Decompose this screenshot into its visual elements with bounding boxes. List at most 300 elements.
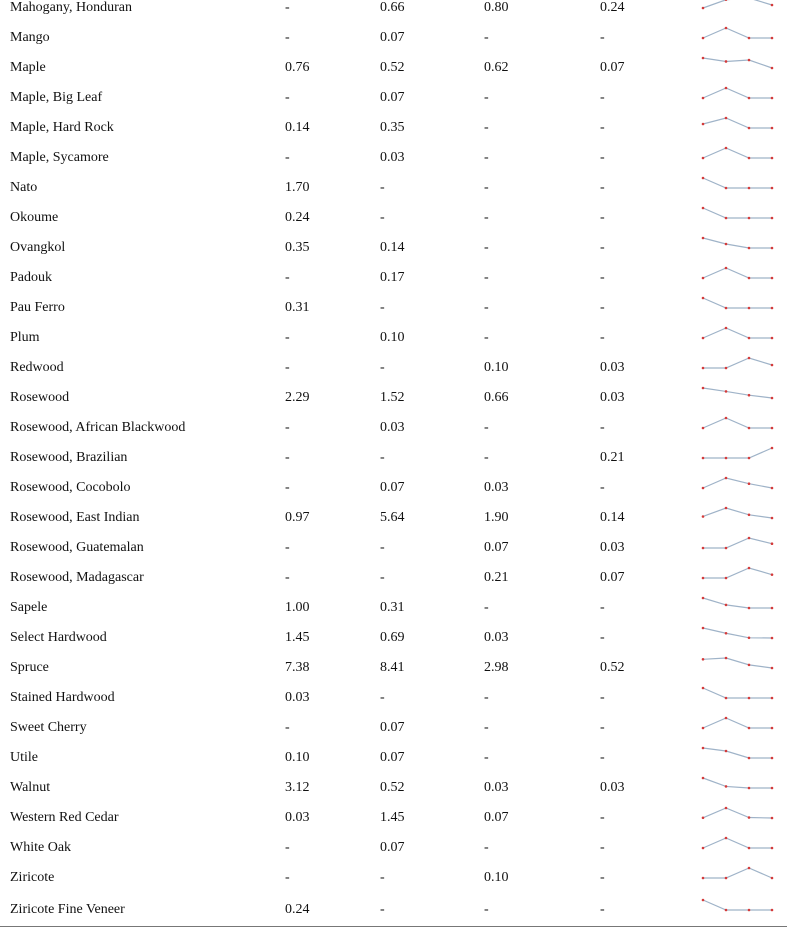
sparkline-point [748, 97, 751, 100]
sparkline-point [702, 847, 705, 850]
sparkline-point [748, 187, 751, 190]
wood-name: Rosewood, Cocobolo [10, 480, 131, 495]
value-cell-3: - [484, 270, 489, 285]
table-row [0, 30, 787, 60]
value-cell-4: 0.03 [600, 780, 625, 795]
wood-name: Rosewood [10, 390, 70, 405]
value-cell-1: - [285, 30, 290, 45]
table-row [0, 840, 787, 870]
value-cell-2: - [380, 210, 385, 225]
sparkline-point [771, 397, 774, 400]
sparkline-point [702, 457, 705, 460]
sparkline-path [703, 778, 772, 788]
sparkline-point [702, 427, 705, 430]
table-row [0, 902, 787, 932]
sparkline-point [748, 697, 751, 700]
sparkline-point [771, 727, 774, 730]
sparkline-point [702, 7, 705, 10]
sparkline-path [703, 448, 772, 458]
value-cell-4: 0.14 [600, 510, 625, 525]
sparkline-point [702, 597, 705, 600]
value-cell-4: - [600, 90, 605, 105]
value-cell-3: - [484, 150, 489, 165]
trend-sparkline [700, 806, 776, 822]
value-cell-3: 0.03 [484, 480, 509, 495]
wood-name: Rosewood, Brazilian [10, 450, 128, 465]
value-cell-1: 0.24 [285, 902, 310, 917]
sparkline-point [748, 847, 751, 850]
wood-name: Stained Hardwood [10, 690, 115, 705]
trend-sparkline [700, 596, 776, 612]
sparkline-point [725, 267, 728, 270]
trend-sparkline [700, 26, 776, 42]
sparkline-point [725, 87, 728, 90]
trend-sparkline [700, 146, 776, 162]
value-cell-1: 7.38 [285, 660, 310, 675]
value-cell-2: - [380, 570, 385, 585]
trend-sparkline [700, 296, 776, 312]
trend-sparkline [700, 716, 776, 732]
table-row [0, 630, 787, 660]
wood-name: Redwood [10, 360, 64, 375]
sparkline-point [748, 277, 751, 280]
value-cell-3: 0.10 [484, 870, 509, 885]
sparkline-path [703, 28, 772, 38]
sparkline-point [748, 757, 751, 760]
sparkline-point [748, 816, 751, 819]
sparkline-point [748, 482, 751, 485]
sparkline-point [725, 327, 728, 330]
value-cell-1: - [285, 90, 290, 105]
value-cell-1: - [285, 840, 290, 855]
sparkline-point [748, 867, 751, 870]
sparkline-point [748, 787, 751, 790]
value-cell-2: - [380, 540, 385, 555]
sparkline-point [725, 390, 728, 393]
sparkline-point [748, 727, 751, 730]
value-cell-3: 2.98 [484, 660, 509, 675]
sparkline-point [702, 207, 705, 210]
value-cell-3: 0.03 [484, 630, 509, 645]
trend-sparkline [700, 836, 776, 852]
value-cell-1: - [285, 420, 290, 435]
value-cell-3: 0.62 [484, 60, 509, 75]
trend-sparkline [700, 656, 776, 672]
wood-name: Sweet Cherry [10, 720, 87, 735]
trend-sparkline [700, 56, 776, 72]
sparkline-point [748, 537, 751, 540]
value-cell-4: - [600, 330, 605, 345]
sparkline-point [702, 627, 705, 630]
sparkline-point [771, 157, 774, 160]
value-cell-2: 1.52 [380, 390, 405, 405]
trend-sparkline [700, 506, 776, 522]
sparkline-point [725, 0, 728, 1]
sparkline-point [725, 187, 728, 190]
sparkline-point [702, 123, 705, 126]
value-cell-1: 2.29 [285, 390, 310, 405]
value-cell-1: 1.45 [285, 630, 310, 645]
value-cell-4: - [600, 210, 605, 225]
trend-sparkline [700, 746, 776, 762]
sparkline-path [703, 358, 772, 368]
sparkline-path [703, 88, 772, 98]
value-cell-3: - [484, 600, 489, 615]
sparkline-point [702, 337, 705, 340]
wood-name: Okoume [10, 210, 59, 225]
value-cell-1: - [285, 540, 290, 555]
value-cell-4: 0.03 [600, 360, 625, 375]
table-row [0, 210, 787, 240]
sparkline-point [771, 277, 774, 280]
value-cell-2: 0.07 [380, 30, 405, 45]
sparkline-point [771, 67, 774, 70]
trend-sparkline [700, 356, 776, 372]
wood-name: Maple [10, 60, 46, 75]
value-cell-4: - [600, 240, 605, 255]
table-row [0, 90, 787, 120]
value-cell-1: 0.03 [285, 690, 310, 705]
sparkline-point [771, 877, 774, 880]
value-cell-3: - [484, 180, 489, 195]
value-cell-3: 0.07 [484, 540, 509, 555]
value-cell-3: - [484, 420, 489, 435]
value-cell-2: - [380, 902, 385, 917]
sparkline-point [748, 514, 751, 517]
value-cell-1: - [285, 720, 290, 735]
sparkline-point [725, 477, 728, 480]
wood-name: Rosewood, Madagascar [10, 570, 144, 585]
sparkline-point [771, 637, 774, 640]
table-row [0, 60, 787, 90]
sparkline-point [748, 247, 751, 250]
value-cell-4: 0.03 [600, 540, 625, 555]
trend-sparkline [700, 476, 776, 492]
table-row [0, 870, 787, 900]
sparkline-point [702, 177, 705, 180]
sparkline-point [771, 97, 774, 100]
value-cell-1: - [285, 150, 290, 165]
sparkline-point [725, 27, 728, 30]
value-cell-3: - [484, 240, 489, 255]
value-cell-4: - [600, 600, 605, 615]
value-cell-4: - [600, 750, 605, 765]
sparkline-point [748, 664, 751, 667]
value-cell-1: 0.14 [285, 120, 310, 135]
sparkline-point [702, 97, 705, 100]
sparkline-point [771, 217, 774, 220]
wood-name: White Oak [10, 840, 72, 855]
sparkline-point [725, 243, 728, 246]
sparkline-point [771, 573, 774, 576]
trend-sparkline [700, 416, 776, 432]
table-row [0, 750, 787, 780]
wood-name: Rosewood, African Blackwood [10, 420, 186, 435]
sparkline-path [703, 0, 772, 8]
value-cell-3: - [484, 902, 489, 917]
trend-sparkline [700, 236, 776, 252]
table-row [0, 600, 787, 630]
wood-name: Mahogany, Honduran [10, 0, 132, 15]
value-cell-3: - [484, 300, 489, 315]
value-cell-3: 1.90 [484, 510, 509, 525]
wood-name: Padouk [10, 270, 52, 285]
trend-sparkline [700, 776, 776, 792]
trend-sparkline [700, 86, 776, 102]
sparkline-path [703, 478, 772, 488]
wood-name: Select Hardwood [10, 630, 107, 645]
value-cell-3: - [484, 120, 489, 135]
sparkline-point [771, 787, 774, 790]
value-cell-4: - [600, 300, 605, 315]
value-cell-1: 1.70 [285, 180, 310, 195]
sparkline-point [771, 447, 774, 450]
sparkline-point [771, 307, 774, 310]
sparkline-point [702, 277, 705, 280]
trend-sparkline [700, 116, 776, 132]
wood-name: Plum [10, 330, 40, 345]
wood-name: Nato [10, 180, 38, 195]
sparkline-point [702, 547, 705, 550]
value-cell-2: 0.03 [380, 150, 405, 165]
table-row [0, 510, 787, 540]
sparkline-point [702, 777, 705, 780]
sparkline-point [725, 632, 728, 635]
value-cell-2: 1.45 [380, 810, 405, 825]
sparkline-point [725, 307, 728, 310]
value-cell-3: - [484, 750, 489, 765]
value-cell-3: 0.10 [484, 360, 509, 375]
value-cell-4: - [600, 30, 605, 45]
sparkline-point [725, 367, 728, 370]
table-row [0, 0, 787, 30]
value-cell-4: - [600, 420, 605, 435]
table-row [0, 720, 787, 750]
value-cell-1: - [285, 870, 290, 885]
sparkline-path [703, 238, 772, 248]
sparkline-point [771, 847, 774, 850]
table-row [0, 780, 787, 810]
table-row [0, 180, 787, 210]
value-cell-2: 0.17 [380, 270, 405, 285]
table-row [0, 390, 787, 420]
sparkline-point [725, 147, 728, 150]
sparkline-path [703, 298, 772, 308]
sparkline-point [702, 57, 705, 60]
sparkline-point [725, 877, 728, 880]
sparkline-point [771, 909, 774, 912]
value-cell-1: 0.10 [285, 750, 310, 765]
sparkline-path [703, 208, 772, 218]
sparkline-point [702, 157, 705, 160]
table-row [0, 120, 787, 150]
trend-sparkline [700, 536, 776, 552]
sparkline-point [748, 457, 751, 460]
sparkline-path [703, 838, 772, 848]
sparkline-path [703, 718, 772, 728]
sparkline-path [703, 628, 772, 638]
sparkline-point [702, 367, 705, 370]
table-row [0, 480, 787, 510]
wood-name: Pau Ferro [10, 300, 65, 315]
sparkline-path [703, 388, 772, 398]
value-cell-1: 0.97 [285, 510, 310, 525]
value-cell-1: - [285, 360, 290, 375]
sparkline-point [748, 607, 751, 610]
sparkline-point [725, 457, 728, 460]
value-cell-3: 0.66 [484, 390, 509, 405]
sparkline-point [725, 507, 728, 510]
sparkline-point [702, 727, 705, 730]
sparkline-point [771, 517, 774, 520]
sparkline-point [748, 37, 751, 40]
value-cell-2: 0.69 [380, 630, 405, 645]
sparkline-path [703, 118, 772, 128]
value-cell-2: 0.66 [380, 0, 405, 15]
value-cell-2: 0.14 [380, 240, 405, 255]
sparkline-path [703, 178, 772, 188]
sparkline-point [725, 657, 728, 660]
value-cell-1: 0.24 [285, 210, 310, 225]
value-cell-2: - [380, 180, 385, 195]
wood-name: Walnut [10, 780, 51, 795]
trend-sparkline [700, 866, 776, 882]
sparkline-point [771, 697, 774, 700]
value-cell-2: - [380, 870, 385, 885]
sparkline-point [725, 697, 728, 700]
trend-sparkline [700, 626, 776, 642]
sparkline-point [702, 297, 705, 300]
value-cell-2: 0.07 [380, 480, 405, 495]
sparkline-point [725, 417, 728, 420]
value-cell-2: - [380, 300, 385, 315]
sparkline-point [702, 747, 705, 750]
sparkline-point [702, 387, 705, 390]
sparkline-path [703, 508, 772, 518]
value-cell-1: 0.76 [285, 60, 310, 75]
table-row [0, 690, 787, 720]
sparkline-point [771, 757, 774, 760]
value-cell-4: 0.21 [600, 450, 625, 465]
sparkline-point [702, 577, 705, 580]
wood-name: Sapele [10, 600, 48, 615]
wood-name: Western Red Cedar [10, 810, 119, 825]
sparkline-path [703, 58, 772, 68]
value-cell-1: - [285, 450, 290, 465]
value-cell-1: 3.12 [285, 780, 310, 795]
sparkline-point [702, 877, 705, 880]
trend-sparkline [700, 326, 776, 342]
value-cell-2: 0.31 [380, 600, 405, 615]
sparkline-path [703, 900, 772, 910]
sparkline-point [702, 487, 705, 490]
table-row [0, 360, 787, 390]
wood-name: Maple, Hard Rock [10, 120, 114, 135]
value-cell-1: 0.31 [285, 300, 310, 315]
sparkline-path [703, 568, 772, 578]
sparkline-point [771, 127, 774, 130]
sparkline-point [771, 4, 774, 7]
table-row [0, 240, 787, 270]
sparkline-point [748, 636, 751, 639]
trend-sparkline [700, 0, 776, 12]
sparkline-point [771, 542, 774, 545]
sparkline-point [771, 187, 774, 190]
value-cell-4: - [600, 120, 605, 135]
sparkline-point [702, 658, 705, 661]
sparkline-point [771, 247, 774, 250]
value-cell-2: 5.64 [380, 510, 405, 525]
sparkline-point [771, 337, 774, 340]
sparkline-path [703, 868, 772, 878]
sparkline-point [725, 807, 728, 810]
sparkline-path [703, 658, 772, 668]
trend-sparkline [700, 386, 776, 402]
sparkline-point [748, 157, 751, 160]
sparkline-point [725, 785, 728, 788]
sparkline-point [748, 427, 751, 430]
trend-sparkline [700, 206, 776, 222]
wood-name: Ziricote Fine Veneer [10, 902, 125, 917]
trend-sparkline [700, 176, 776, 192]
value-cell-3: 0.03 [484, 780, 509, 795]
value-cell-4: - [600, 720, 605, 735]
value-cell-4: - [600, 810, 605, 825]
sparkline-point [725, 577, 728, 580]
sparkline-point [771, 487, 774, 490]
sparkline-point [725, 217, 728, 220]
value-cell-1: - [285, 330, 290, 345]
sparkline-point [702, 687, 705, 690]
value-cell-4: - [600, 840, 605, 855]
wood-name: Mango [10, 30, 50, 45]
value-cell-2: 0.07 [380, 90, 405, 105]
table-row [0, 150, 787, 180]
sparkline-path [703, 268, 772, 278]
value-cell-2: 0.35 [380, 120, 405, 135]
table-row [0, 300, 787, 330]
sparkline-path [703, 808, 772, 818]
value-cell-1: - [285, 570, 290, 585]
value-cell-2: 8.41 [380, 660, 405, 675]
sparkline-point [748, 394, 751, 397]
value-cell-4: - [600, 480, 605, 495]
trend-sparkline [700, 266, 776, 282]
value-cell-2: - [380, 690, 385, 705]
sparkline-point [771, 667, 774, 670]
trend-sparkline [700, 898, 776, 914]
sparkline-point [748, 337, 751, 340]
sparkline-path [703, 418, 772, 428]
sparkline-path [703, 328, 772, 338]
wood-name: Maple, Sycamore [10, 150, 109, 165]
value-cell-4: - [600, 690, 605, 705]
sparkline-point [725, 604, 728, 607]
wood-name: Utile [10, 750, 38, 765]
sparkline-point [702, 899, 705, 902]
sparkline-point [771, 607, 774, 610]
sparkline-point [702, 816, 705, 819]
table-row [0, 420, 787, 450]
value-cell-3: 0.21 [484, 570, 509, 585]
value-cell-1: 1.00 [285, 600, 310, 615]
value-cell-2: - [380, 450, 385, 465]
wood-name: Ziricote [10, 870, 55, 885]
sparkline-path [703, 598, 772, 608]
value-cell-4: - [600, 870, 605, 885]
sparkline-point [702, 515, 705, 518]
sparkline-path [703, 688, 772, 698]
